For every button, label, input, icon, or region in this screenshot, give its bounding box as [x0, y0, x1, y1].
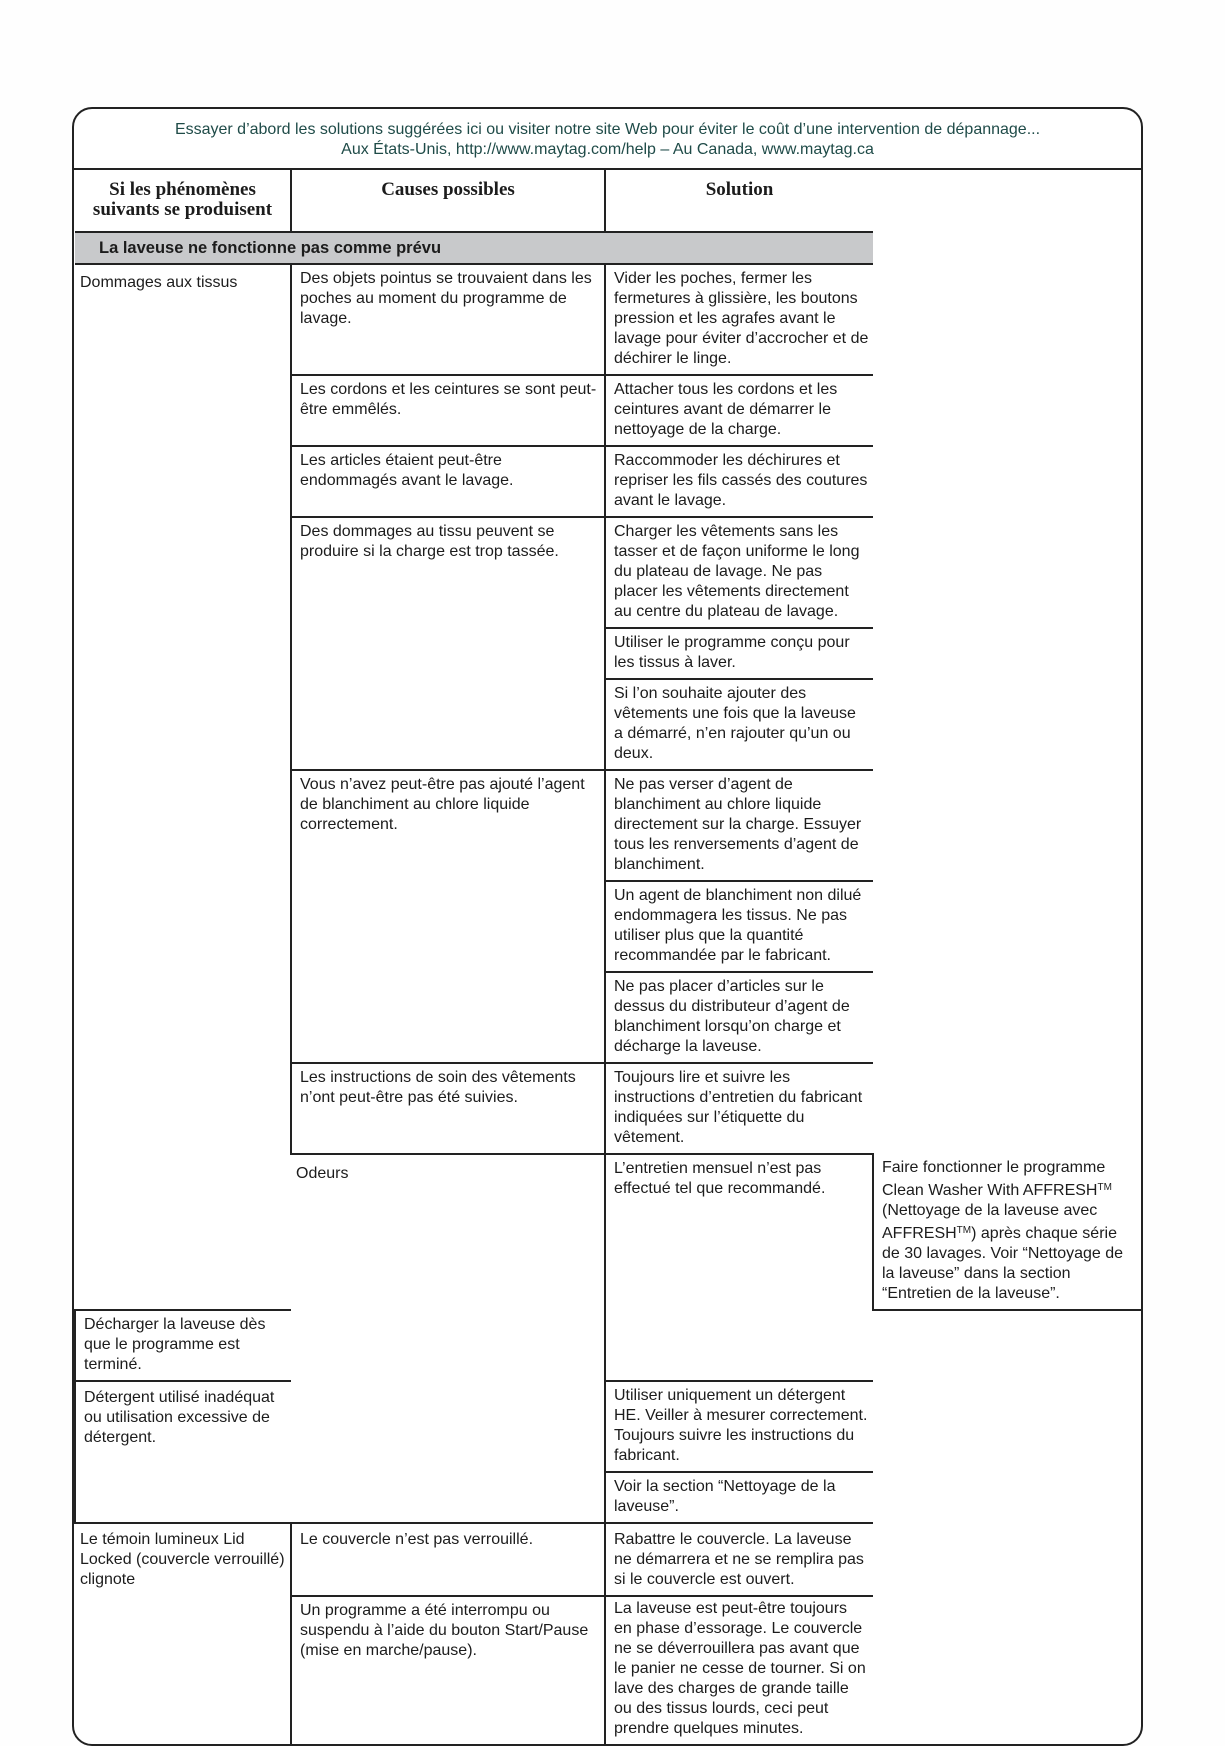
solution-see-cleaning: Voir la section “Nettoyage de la laveuse”.	[605, 1472, 873, 1523]
solution-clean-washer-part3: ) après chaque série de 30 lavages. Voir “Nettoyage de la laveuse” dans la section “Entretien de la laveuse”.	[882, 1225, 1124, 1302]
solution-undiluted-bleach: Un agent de blanchiment non dilué endommagera les tissus. Ne pas utiliser plus que la quantité recommandée par le fabricant.	[605, 881, 873, 972]
solution-no-items-on-dispenser: Ne pas placer d’articles sur le dessus du distributeur d’agent de blanchiment lorsqu’on charge et décharge la laveuse.	[605, 972, 873, 1063]
intro-banner	[74, 109, 1141, 170]
solution-use-cycle: Utiliser le programme conçu pour les tissus à laver.	[605, 628, 873, 679]
cause-bleach: Vous n’avez peut-être pas ajouté l’agent de blanchiment au chlore liquide correctement.	[291, 770, 605, 1063]
cause-overpacked: Des dommages au tissu peuvent se produire si la charge est trop tassée.	[291, 517, 605, 770]
trademark-mark-1: TM	[1097, 1182, 1112, 1193]
table-row	[75, 1381, 1141, 1472]
intro-line-1: Essayer d’abord les solutions suggérées ici ou visiter notre site Web pour éviter le coût d’une intervention de dépannage...	[174, 121, 1041, 138]
trademark-mark-2: TM	[956, 1225, 972, 1236]
symptom-odors: Odeurs	[291, 1154, 605, 1523]
cause-care-instructions: Les instructions de soin des vêtements n’ont peut-être pas été suivies.	[291, 1063, 605, 1154]
header-symptom-line1: Si les phénomènes	[109, 179, 256, 200]
solution-he-detergent: Utiliser uniquement un détergent HE. Veiller à mesurer correctement. Toujours suivre les instructions du fabricant.	[605, 1381, 873, 1472]
solution-mend-tears: Raccommoder les déchirures et repriser les fils cassés des coutures avant le lavage.	[605, 446, 873, 517]
solution-clean-washer	[873, 1154, 1141, 1310]
solution-close-lid: Rabattre le couvercle. La laveuse ne démarrera et ne se remplira pas si le couvercle est ouvert.	[605, 1523, 873, 1596]
header-solution: Solution	[605, 170, 873, 232]
solution-unload: Décharger la laveuse dès que le programme est terminé.	[75, 1310, 291, 1381]
cause-pre-damaged: Les articles étaient peut-être endommagés avant le lavage.	[291, 446, 605, 517]
header-symptom-line2: suivants se produisent	[92, 199, 273, 220]
symptom-lid-locked: Le témoin lumineux Lid Locked (couvercle verrouillé) clignote	[80, 1531, 285, 1588]
section-row	[75, 232, 1141, 264]
cause-monthly-maintenance: L’entretien mensuel n’est pas effectué tel que recommandé.	[605, 1154, 873, 1381]
solution-spin-phase: La laveuse est peut-être toujours en phase d’essorage. Le couvercle ne se déverrouillera pas avant que le panier ne cesse de tourner. Si on lave des charges de grande taille ou des tissus lourds, ceci peut prendre quelques minutes.	[605, 1596, 873, 1744]
cause-sharp-objects: Des objets pointus se trouvaient dans les poches au moment du programme de lavage.	[291, 264, 605, 375]
solution-empty-pockets: Vider les poches, fermer les fermetures à glissière, les boutons pression et les agrafes avant le lavage pour éviter d’accrocher et de déchirer le linge.	[605, 264, 873, 375]
solution-no-pour-bleach: Ne pas verser d’agent de blanchiment au chlore liquide directement sur la charge. Essuyer tous les renversements d’agent de blanchiment.	[605, 770, 873, 881]
header-row	[75, 170, 1141, 232]
troubleshooting-table-frame	[72, 107, 1143, 1746]
solution-tie-cords: Attacher tous les cordons et les ceintures avant de démarrer le nettoyage de la charge.	[605, 375, 873, 446]
solution-clean-washer-part1: Faire fonctionner le programme Clean Washer With AFFRESH	[882, 1159, 1106, 1199]
cause-detergent: Détergent utilisé inadéquat ou utilisation excessive de détergent.	[75, 1381, 291, 1523]
table-row	[75, 1523, 1141, 1596]
cause-lid-not-locked: Le couvercle n’est pas verrouillé.	[291, 1523, 605, 1596]
troubleshooting-table	[74, 170, 1141, 1744]
section-title: La laveuse ne fonctionne pas comme prévu	[75, 232, 873, 264]
intro-line-2: Aux États-Unis, http://www.maytag.com/help – Au Canada, www.maytag.ca	[341, 141, 874, 158]
header-cause: Causes possibles	[291, 170, 605, 232]
symptom-fabric-damage: Dommages aux tissus	[75, 264, 291, 1310]
cause-tangled-cords: Les cordons et les ceintures se sont peut-être emmêlés.	[291, 375, 605, 446]
solution-load-loosely: Charger les vêtements sans les tasser et de façon uniforme le long du plateau de lavage. Ne pas placer les vêtements directement au centre du plateau de lavage.	[605, 517, 873, 628]
solution-follow-care: Toujours lire et suivre les instructions d’entretien du fabricant indiquées sur l’étiquette du vêtement.	[605, 1063, 873, 1154]
header-symptom	[75, 170, 291, 232]
cause-cycle-interrupted: Un programme a été interrompu ou suspendu à l’aide du bouton Start/Pause (mise en marche/pause).	[291, 1596, 605, 1744]
solution-clean-washer-part2: (Nettoyage de la laveuse avec AFFRESH	[882, 1202, 1098, 1242]
table-row	[75, 264, 1141, 375]
solution-add-garments: Si l’on souhaite ajouter des vêtements une fois que la laveuse a démarré, n’en rajouter qu’un ou deux.	[605, 679, 873, 770]
